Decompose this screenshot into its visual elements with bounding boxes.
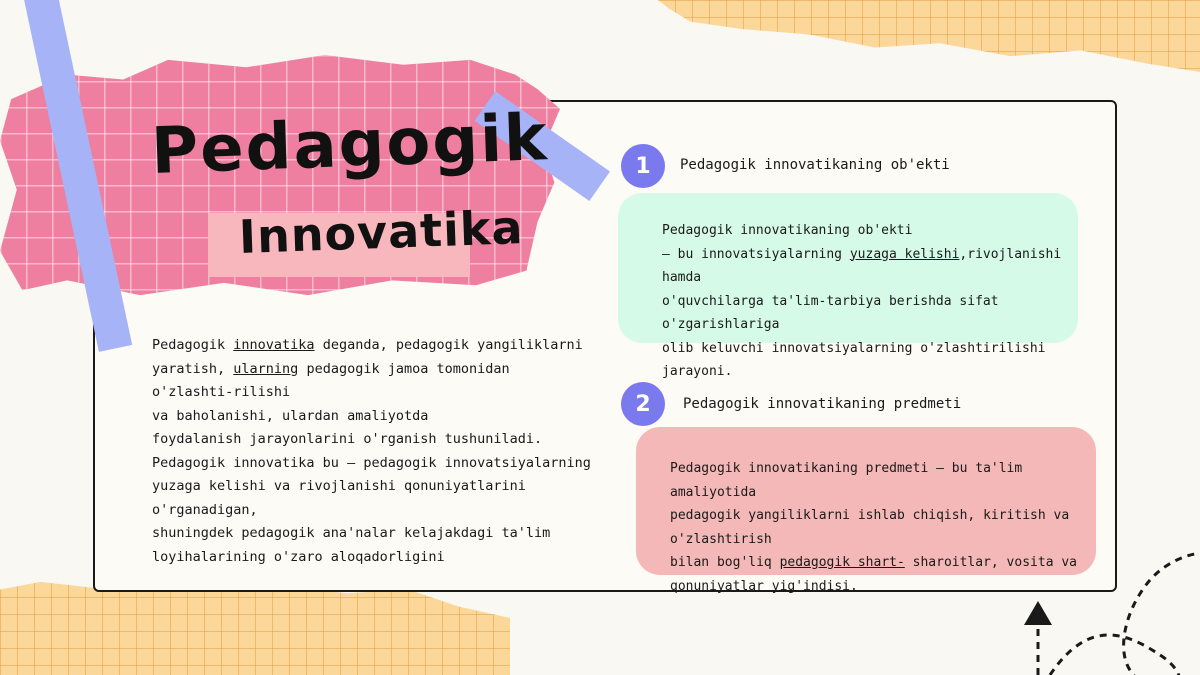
section-box-1 <box>618 193 1078 379</box>
section-2-line: pedagogik yangiliklarni ishlab chiqish, kiritish va o'zlashtirish <box>670 508 1070 547</box>
underlined-term: innovatika <box>233 337 315 353</box>
page-title: Pedagogik <box>150 101 550 189</box>
dashed-loop-arrow-icon <box>1010 545 1200 675</box>
intro-line: yaratish, ularning pedagogik jamoa tomonidan o'zlashti-rilishi <box>152 360 510 400</box>
underlined-term: yuzaga kelishi <box>849 246 960 262</box>
underlined-term: ularning <box>233 360 299 377</box>
grid-paper-bottom-left <box>0 580 510 675</box>
underlined-term: pedagogik shart- <box>779 555 905 570</box>
section-number-1: 1 <box>621 144 665 188</box>
intro-line: Pedagogik innovatika deganda, pedagogik yangiliklarni <box>152 337 583 353</box>
section-title-1: Pedagogik innovatikaning ob'ekti <box>680 157 950 173</box>
intro-paragraph <box>152 334 592 569</box>
grid-paper-top-right <box>658 0 1200 72</box>
section-1-line: o'quvchilarga ta'lim-tarbiya berishda sifat o'zgarishlariga <box>662 293 999 332</box>
section-1-line: – bu innovatsiyalarning yuzaga kelishi,rivojlanishi hamda <box>662 246 1062 285</box>
intro-line: shuningdek pedagogik ana'nalar kelajakdagi ta'lim <box>152 525 551 541</box>
section-1-line: olib keluvchi innovatsiyalarning o'zlashtirilishi jarayoni. <box>662 340 1046 379</box>
intro-line: yuzaga kelishi va rivojlanishi qonuniyatlarini o'rganadigan, <box>152 478 526 518</box>
section-1-line: Pedagogik innovatikaning ob'ekti <box>662 223 913 238</box>
section-number-2: 2 <box>621 382 665 426</box>
section-title-2: Pedagogik innovatikaning predmeti <box>683 396 962 412</box>
section-2-line: bilan bog'liq pedagogik shart- sharoitlar, vosita va <box>670 555 1077 570</box>
section-2-line: Pedagogik innovatikaning predmeti – bu ta'lim amaliyotida <box>670 461 1023 500</box>
section-2-line: qonuniyatlar yig'indisi. <box>670 578 858 594</box>
intro-line: foydalanish jarayonlarini o'rganish tushuniladi. <box>152 431 543 447</box>
intro-line: Pedagogik innovatika bu – pedagogik innovatsiyalarning <box>152 454 591 471</box>
page-subtitle: Innovatika <box>238 200 525 264</box>
intro-line: va baholanishi, ulardan amaliyotda <box>152 407 429 424</box>
intro-line: loyihalarining o'zaro aloqadorligini <box>152 548 445 565</box>
